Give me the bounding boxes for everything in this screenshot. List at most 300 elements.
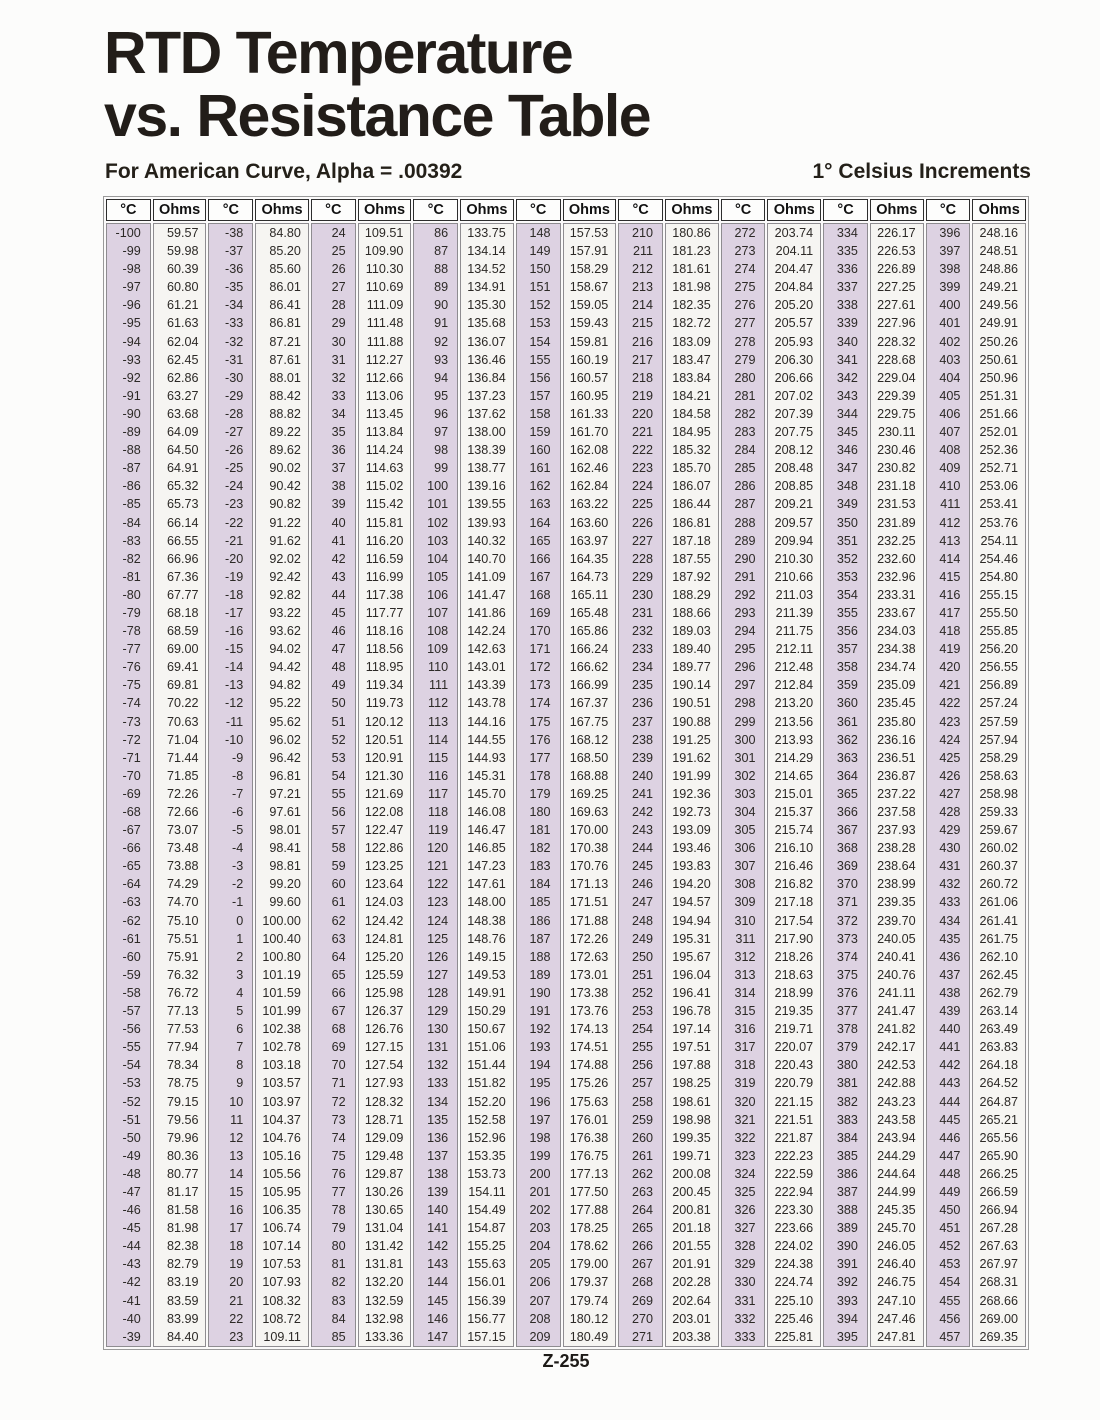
temp-cell: 110 xyxy=(428,660,449,675)
temp-cell: 339 xyxy=(836,316,858,331)
ohms-cell: 228.32 xyxy=(877,334,916,349)
ohms-cell: 174.88 xyxy=(569,1058,609,1073)
ohms-cell: 166.24 xyxy=(569,642,609,657)
temp-cell: 402 xyxy=(939,334,961,349)
temp-cell: 361 xyxy=(836,714,858,729)
ohms-cell: 146.47 xyxy=(467,823,506,838)
temp-cell: 210 xyxy=(632,226,654,240)
temp-cell: 174 xyxy=(529,696,551,711)
ohms-cell: 110.30 xyxy=(365,262,404,277)
temp-cell: -95 xyxy=(122,316,141,331)
footer-page-label: Z-255 xyxy=(542,1351,590,1371)
ohms-cell: 206.30 xyxy=(774,352,814,367)
temp-cell: 80 xyxy=(331,1239,346,1254)
temp-cell: 310 xyxy=(734,913,756,928)
ohms-cell: 211.75 xyxy=(775,624,814,639)
temp-cell: 8 xyxy=(236,1058,244,1073)
ohms-cell: 165.11 xyxy=(570,587,609,602)
temp-cell: -70 xyxy=(122,768,141,783)
temp-cell: 223 xyxy=(632,461,654,476)
temp-cell: 128 xyxy=(427,985,449,1000)
ohms-cell: 149.91 xyxy=(467,985,506,1000)
ohms-cell: 74.29 xyxy=(166,877,199,892)
temp-header: °C xyxy=(106,199,151,221)
ohms-cell: 98.41 xyxy=(269,841,301,856)
ohms-cell: 93.62 xyxy=(269,624,301,639)
ohms-cell: 261.41 xyxy=(979,913,1019,928)
ohms-cell: 59.57 xyxy=(166,226,199,240)
ohms-cell: 246.75 xyxy=(877,1275,916,1290)
temp-cell: 196 xyxy=(529,1094,551,1109)
temp-cell: 148 xyxy=(529,226,551,240)
ohms-cell: 109.51 xyxy=(364,226,404,240)
temp-cell: 450 xyxy=(939,1203,961,1218)
temp-cell: 156 xyxy=(529,370,551,385)
temp-cell: 235 xyxy=(632,678,654,693)
temp-cell: 389 xyxy=(836,1221,858,1236)
temp-cell: -87 xyxy=(122,461,141,476)
ohms-cell: 205.57 xyxy=(774,316,814,331)
ohms-cell: 105.16 xyxy=(262,1148,301,1163)
temp-cell: 111 xyxy=(428,678,449,693)
ohms-cell: 126.76 xyxy=(364,1022,404,1037)
temp-cell: 404 xyxy=(939,370,961,385)
temp-cell: 276 xyxy=(734,298,756,313)
temp-cell: 34 xyxy=(331,406,346,421)
temp-cell: 104 xyxy=(427,551,449,566)
temp-cell: -41 xyxy=(122,1293,141,1308)
ohms-cell: 220.79 xyxy=(774,1076,814,1091)
temp-cell: -14 xyxy=(225,660,244,675)
ohms-cell: 212.11 xyxy=(775,642,814,657)
temp-cell: 343 xyxy=(836,388,858,403)
ohms-cell: 150.67 xyxy=(467,1022,506,1037)
temp-cell: 129 xyxy=(427,1004,449,1019)
ohms-cell: 101.59 xyxy=(262,985,301,1000)
ohms-cell: 134.91 xyxy=(467,280,506,295)
temp-cell: 181 xyxy=(529,823,551,838)
temp-cell: 419 xyxy=(939,642,961,657)
ohms-cell: 186.07 xyxy=(672,479,711,494)
ohms-cell: 168.50 xyxy=(569,750,609,765)
temp-cell: -2 xyxy=(232,877,244,892)
ohms-cell: 91.62 xyxy=(269,533,301,548)
ohms-cell: 236.51 xyxy=(877,750,916,765)
ohms-cell: 86.01 xyxy=(269,280,301,295)
temp-cell: 301 xyxy=(734,750,756,765)
ohms-cell: 183.84 xyxy=(672,370,711,385)
ohms-cell: 160.57 xyxy=(569,370,609,385)
temp-cell: 406 xyxy=(939,406,961,421)
ohms-cell: 260.37 xyxy=(979,859,1019,874)
temp-cell: 447 xyxy=(939,1148,961,1163)
ohms-cell: 156.39 xyxy=(467,1293,506,1308)
temp-cell: 259 xyxy=(632,1112,654,1127)
ohms-cell: 108.72 xyxy=(262,1311,301,1326)
ohms-cell: 214.65 xyxy=(774,768,814,783)
temp-cell: -52 xyxy=(122,1094,141,1109)
temp-cell: -36 xyxy=(225,262,244,277)
ohms-cell: 258.63 xyxy=(979,768,1019,783)
temp-cell: 274 xyxy=(734,262,756,277)
temp-cell: 378 xyxy=(836,1022,858,1037)
temp-cell: 269 xyxy=(632,1293,654,1308)
ohms-header: Ohms xyxy=(972,199,1026,221)
ohms-cell: 208.85 xyxy=(774,479,814,494)
temp-cell: -78 xyxy=(122,624,141,639)
temp-cell: -1 xyxy=(232,895,244,910)
ohms-cell: 84.40 xyxy=(166,1329,199,1344)
temp-cell: 188 xyxy=(529,949,551,964)
ohms-cell: 76.32 xyxy=(166,967,199,982)
ohms-cell: 116.59 xyxy=(365,551,404,566)
ohms-cell: 184.58 xyxy=(672,406,711,421)
temp-cell: 96 xyxy=(434,406,449,421)
temp-cell: 436 xyxy=(939,949,961,964)
ohms-cell: 242.17 xyxy=(877,1040,916,1055)
temp-column-5 xyxy=(516,199,561,1347)
temp-cell: 270 xyxy=(632,1311,654,1326)
ohms-cell: 184.21 xyxy=(672,388,711,403)
temp-cell: 225 xyxy=(632,497,654,512)
ohms-cell: 193.09 xyxy=(672,823,711,838)
ohms-cell: 97.21 xyxy=(269,786,301,801)
ohms-cell: 242.53 xyxy=(877,1058,916,1073)
temp-cell: 271 xyxy=(632,1329,654,1344)
temp-cell: 395 xyxy=(836,1329,858,1344)
ohms-cell: 233.67 xyxy=(877,605,916,620)
ohms-cell: 141.47 xyxy=(467,587,506,602)
temp-cell: 285 xyxy=(734,461,756,476)
temp-cell: -4 xyxy=(232,841,244,856)
temp-cell: 284 xyxy=(734,443,756,458)
temp-cell: 224 xyxy=(632,479,654,494)
subtitle-increments: 1° Celsius Increments xyxy=(812,160,1031,183)
temp-cell: -8 xyxy=(232,768,244,783)
temp-cell: -28 xyxy=(225,406,244,421)
ohms-cell: 221.51 xyxy=(774,1112,814,1127)
temp-cell: 203 xyxy=(529,1221,551,1236)
ohms-cell: 122.47 xyxy=(364,823,404,838)
temp-cell: 81 xyxy=(331,1257,346,1272)
ohms-cell: 268.66 xyxy=(979,1293,1019,1308)
temp-cell: 245 xyxy=(632,859,654,874)
ohms-cell: 223.66 xyxy=(774,1221,814,1236)
ohms-cell: 99.60 xyxy=(269,895,301,910)
temp-cell: -48 xyxy=(122,1166,141,1181)
temp-cell: 358 xyxy=(836,660,858,675)
temp-cell: 322 xyxy=(734,1130,756,1145)
temp-cell: 398 xyxy=(939,262,961,277)
ohms-cell: 185.70 xyxy=(672,461,711,476)
temp-cell: 440 xyxy=(939,1022,961,1037)
temp-cell: 262 xyxy=(632,1166,654,1181)
ohms-cell: 224.74 xyxy=(774,1275,814,1290)
ohms-cell: 155.63 xyxy=(467,1257,506,1272)
ohms-cell: 181.98 xyxy=(672,280,711,295)
temp-cell: -19 xyxy=(225,569,244,584)
ohms-cell: 116.99 xyxy=(365,569,404,584)
temp-cell: 57 xyxy=(331,823,346,838)
temp-cell: 312 xyxy=(734,949,756,964)
temp-cell: 392 xyxy=(836,1275,858,1290)
temp-cell: 403 xyxy=(939,352,961,367)
ohms-cell: 73.07 xyxy=(166,823,199,838)
temp-cell: 431 xyxy=(939,859,961,874)
ohms-cell: 101.99 xyxy=(262,1004,301,1019)
ohms-cell: 232.60 xyxy=(877,551,916,566)
temp-cell: 166 xyxy=(529,551,551,566)
ohms-cell: 249.91 xyxy=(979,316,1019,331)
ohms-cell: 120.91 xyxy=(364,750,404,765)
ohms-cell: 111.09 xyxy=(366,298,404,313)
ohms-cell: 153.73 xyxy=(467,1166,506,1181)
temp-cell: 273 xyxy=(734,244,756,259)
temp-cell: 132 xyxy=(427,1058,449,1073)
ohms-cell: 108.32 xyxy=(262,1293,301,1308)
temp-cell: 396 xyxy=(939,226,961,240)
temp-cell: 314 xyxy=(734,985,756,1000)
ohms-cell: 207.02 xyxy=(774,388,814,403)
temp-cell: 102 xyxy=(427,515,449,530)
ohms-cell: 217.90 xyxy=(774,931,814,946)
ohms-cell: 206.66 xyxy=(774,370,814,385)
temp-cell: -55 xyxy=(122,1040,141,1055)
ohms-cell: 169.63 xyxy=(569,805,609,819)
ohms-cell: 107.93 xyxy=(262,1275,301,1290)
temp-cell: -10 xyxy=(225,732,244,747)
ohms-cell: 254.46 xyxy=(979,551,1019,566)
ohms-cell: 180.12 xyxy=(569,1311,609,1326)
temp-cell: 90 xyxy=(434,298,449,313)
temp-cell: 307 xyxy=(734,859,756,874)
ohms-cell: 118.56 xyxy=(365,642,404,657)
ohms-cell: 69.81 xyxy=(166,678,199,693)
temp-cell: -40 xyxy=(122,1311,141,1326)
ohms-cell: 71.04 xyxy=(166,732,199,747)
temp-cell: 417 xyxy=(939,605,961,620)
temp-cell: 158 xyxy=(529,406,551,421)
ohms-cell: 216.10 xyxy=(774,841,814,856)
temp-cell: 68 xyxy=(331,1022,346,1037)
temp-cell: 393 xyxy=(836,1293,858,1308)
ohms-cell: 75.10 xyxy=(166,913,199,928)
ohms-cell: 240.05 xyxy=(877,931,916,946)
temp-cell: 375 xyxy=(836,967,858,982)
temp-cell: 408 xyxy=(939,443,961,458)
ohms-cell: 145.70 xyxy=(467,786,506,801)
ohms-cell: 115.02 xyxy=(365,479,404,494)
ohms-cell: 182.35 xyxy=(672,298,711,313)
ohms-cell: 261.75 xyxy=(979,931,1019,946)
temp-cell: 179 xyxy=(529,786,551,801)
ohms-cell: 192.36 xyxy=(672,786,711,801)
temp-cell: 376 xyxy=(836,985,858,1000)
temp-cell: -44 xyxy=(122,1239,141,1254)
temp-cell: 298 xyxy=(734,696,756,711)
temp-cell: 296 xyxy=(734,660,756,675)
temp-cell: 47 xyxy=(331,642,346,657)
ohms-cell: 265.56 xyxy=(979,1130,1019,1145)
temp-cell: 390 xyxy=(836,1239,858,1254)
ohms-cell: 259.33 xyxy=(979,805,1019,819)
temp-cell: 317 xyxy=(734,1040,756,1055)
temp-cell: 370 xyxy=(836,877,858,892)
temp-cell: -77 xyxy=(122,642,141,657)
ohms-cell: 152.58 xyxy=(467,1112,506,1127)
temp-cell: 184 xyxy=(529,877,551,892)
page-title-line2: vs. Resistance Table xyxy=(104,82,651,149)
temp-cell: 327 xyxy=(734,1221,756,1236)
ohms-cell: 133.75 xyxy=(467,226,506,240)
temp-cell: -50 xyxy=(122,1130,141,1145)
ohms-cell: 62.45 xyxy=(166,352,199,367)
ohms-cell: 124.81 xyxy=(364,931,404,946)
ohms-cell: 109.90 xyxy=(364,244,404,259)
temp-cell: 424 xyxy=(939,732,961,747)
temp-cell: 11 xyxy=(230,1112,244,1127)
ohms-cell: 77.53 xyxy=(166,1022,199,1037)
temp-cell: -65 xyxy=(122,859,141,874)
temp-cell: 382 xyxy=(836,1094,858,1109)
temp-cell: 283 xyxy=(734,425,756,440)
ohms-cell: 255.85 xyxy=(979,624,1019,639)
temp-cell: 331 xyxy=(734,1293,756,1308)
temp-cell: 86 xyxy=(434,226,449,240)
temp-cell: 9 xyxy=(236,1076,244,1091)
ohms-cell: 191.62 xyxy=(672,750,711,765)
temp-cell: -17 xyxy=(225,605,244,620)
ohms-cell: 229.75 xyxy=(877,406,916,421)
temp-cell: 264 xyxy=(632,1203,654,1218)
ohms-cell: 203.74 xyxy=(774,226,814,240)
temp-cell: 263 xyxy=(632,1184,654,1199)
ohms-cell: 123.25 xyxy=(364,859,404,874)
temp-body xyxy=(311,223,356,1347)
temp-cell: 143 xyxy=(427,1257,449,1272)
temp-cell: 134 xyxy=(427,1094,449,1109)
ohms-cell: 177.50 xyxy=(569,1184,609,1199)
temp-cell: 215 xyxy=(632,316,654,331)
temp-cell: 216 xyxy=(632,334,654,349)
temp-cell: 279 xyxy=(734,352,756,367)
ohms-cell: 66.96 xyxy=(166,551,199,566)
ohms-cell: 238.99 xyxy=(877,877,916,892)
ohms-cell: 209.57 xyxy=(774,515,814,530)
temp-cell: 413 xyxy=(939,533,961,548)
temp-cell: 250 xyxy=(632,949,654,964)
temp-cell: -38 xyxy=(225,226,244,240)
temp-cell: 299 xyxy=(734,714,756,729)
ohms-cell: 160.95 xyxy=(569,388,609,403)
ohms-cell: 159.05 xyxy=(569,298,609,313)
ohms-cell: 262.10 xyxy=(979,949,1019,964)
temp-cell: 255 xyxy=(632,1040,654,1055)
temp-cell: 25 xyxy=(331,244,346,259)
ohms-cell: 220.07 xyxy=(774,1040,814,1055)
ohms-cell: 168.12 xyxy=(569,732,609,747)
temp-cell: 252 xyxy=(632,985,654,1000)
ohms-cell: 202.28 xyxy=(672,1275,711,1290)
temp-cell: 386 xyxy=(836,1166,858,1181)
temp-cell: 0 xyxy=(236,913,244,928)
temp-column-1 xyxy=(106,199,151,1347)
temp-cell: 414 xyxy=(939,551,961,566)
temp-cell: 261 xyxy=(632,1148,654,1163)
ohms-cell: 195.31 xyxy=(672,931,711,946)
temp-cell: 453 xyxy=(939,1257,961,1272)
ohms-cell: 240.76 xyxy=(877,967,916,982)
ohms-cell: 134.14 xyxy=(467,244,506,259)
temp-cell: -16 xyxy=(225,624,244,639)
ohms-cell: 97.61 xyxy=(269,805,301,819)
ohms-cell: 154.87 xyxy=(467,1221,506,1236)
temp-cell: 204 xyxy=(529,1239,551,1254)
temp-cell: 442 xyxy=(939,1058,961,1073)
ohms-cell: 190.14 xyxy=(672,678,711,693)
ohms-cell: 146.08 xyxy=(467,805,506,819)
temp-cell: 267 xyxy=(632,1257,654,1272)
ohms-cell: 267.97 xyxy=(979,1257,1019,1272)
ohms-column-6 xyxy=(665,199,719,1347)
ohms-cell: 223.30 xyxy=(774,1203,814,1218)
ohms-cell: 222.94 xyxy=(774,1184,814,1199)
ohms-cell: 65.32 xyxy=(166,479,199,494)
temp-cell: 246 xyxy=(632,877,654,892)
temp-cell: 230 xyxy=(632,587,654,602)
ohms-body xyxy=(665,223,719,1347)
ohms-cell: 226.53 xyxy=(877,244,916,259)
temp-cell: 359 xyxy=(836,678,858,693)
ohms-cell: 219.71 xyxy=(774,1022,814,1037)
ohms-cell: 96.81 xyxy=(269,768,301,783)
temp-cell: 336 xyxy=(836,262,858,277)
temp-cell: 444 xyxy=(939,1094,961,1109)
ohms-cell: 91.22 xyxy=(269,515,301,530)
temp-cell: -67 xyxy=(122,823,141,838)
ohms-cell: 103.18 xyxy=(262,1058,301,1073)
temp-cell: -85 xyxy=(122,497,141,512)
temp-cell: 88 xyxy=(434,262,449,277)
ohms-cell: 70.63 xyxy=(166,714,199,729)
temp-cell: 212 xyxy=(632,262,654,277)
temp-cell: 10 xyxy=(229,1094,244,1109)
ohms-cell: 180.86 xyxy=(672,226,711,240)
temp-cell: -61 xyxy=(122,931,141,946)
ohms-cell: 263.83 xyxy=(979,1040,1019,1055)
temp-cell: 303 xyxy=(734,786,756,801)
temp-cell: -12 xyxy=(225,696,244,711)
temp-cell: 135 xyxy=(427,1112,449,1127)
ohms-cell: 154.11 xyxy=(468,1184,506,1199)
ohms-cell: 266.94 xyxy=(979,1203,1019,1218)
ohms-cell: 141.86 xyxy=(467,605,506,620)
ohms-cell: 63.27 xyxy=(166,388,199,403)
ohms-cell: 188.66 xyxy=(672,605,711,620)
temp-cell: 208 xyxy=(529,1311,551,1326)
temp-cell: 194 xyxy=(529,1058,551,1073)
ohms-cell: 222.59 xyxy=(774,1166,814,1181)
ohms-cell: 224.02 xyxy=(774,1239,814,1254)
temp-cell: -42 xyxy=(122,1275,141,1290)
temp-cell: 60 xyxy=(331,877,346,892)
temp-cell: -89 xyxy=(122,425,141,440)
temp-cell: 3 xyxy=(236,967,244,982)
temp-cell: 251 xyxy=(632,967,654,982)
ohms-cell: 250.26 xyxy=(979,334,1019,349)
temp-cell: 313 xyxy=(734,967,756,982)
ohms-cell: 151.44 xyxy=(467,1058,506,1073)
